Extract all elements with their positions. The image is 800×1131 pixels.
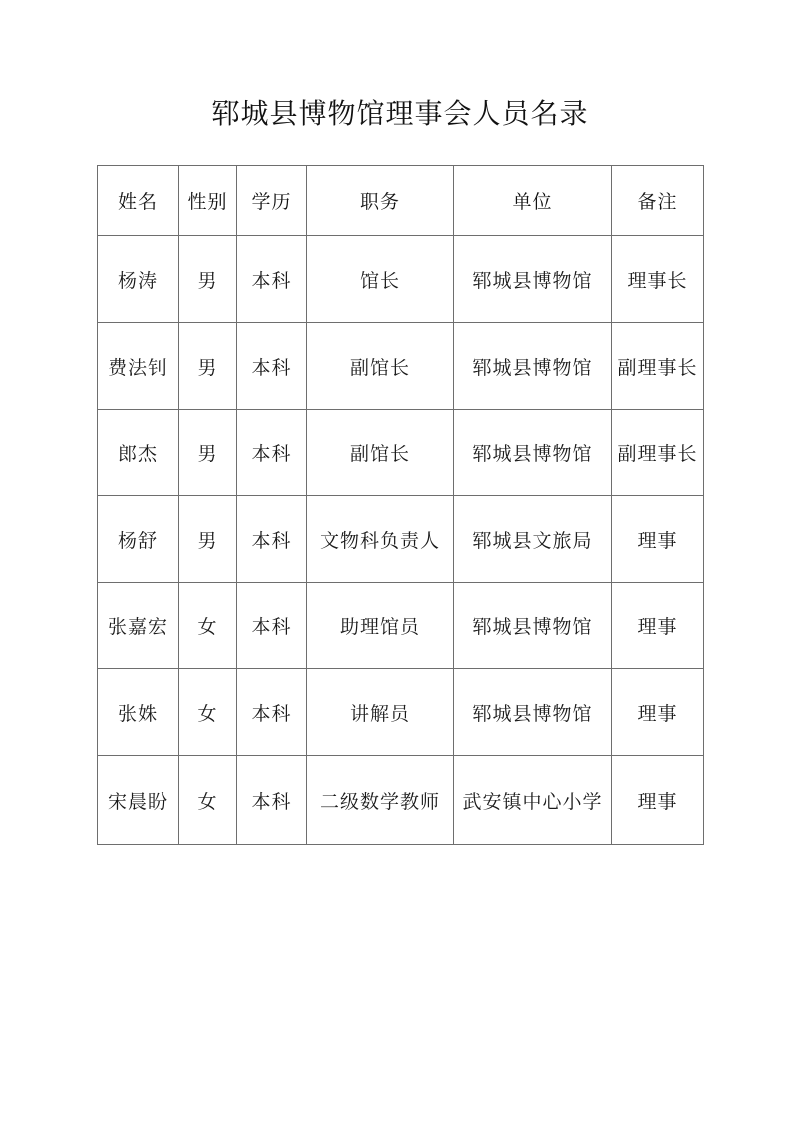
cell-name: 杨舒	[98, 496, 179, 583]
column-header-position: 职务	[307, 166, 454, 236]
cell-note: 理事	[612, 669, 704, 756]
cell-position: 副馆长	[307, 323, 454, 410]
cell-name: 郎杰	[98, 410, 179, 496]
cell-education: 本科	[237, 756, 307, 845]
cell-note: 理事	[612, 496, 704, 583]
page-title: 郓城县博物馆理事会人员名录	[211, 97, 589, 130]
cell-unit: 郓城县博物馆	[454, 323, 612, 410]
column-header-education: 学历	[237, 166, 307, 236]
cell-education: 本科	[237, 669, 307, 756]
cell-name: 费法钊	[98, 323, 179, 410]
cell-education: 本科	[237, 583, 307, 669]
cell-education: 本科	[237, 323, 307, 410]
cell-gender: 男	[179, 323, 237, 410]
cell-position: 讲解员	[307, 669, 454, 756]
cell-gender: 女	[179, 669, 237, 756]
cell-unit: 郓城县博物馆	[454, 583, 612, 669]
cell-gender: 女	[179, 756, 237, 845]
table-row	[98, 236, 704, 323]
column-header-name: 姓名	[98, 166, 179, 236]
cell-unit: 郓城县博物馆	[454, 236, 612, 323]
cell-position: 二级数学教师	[307, 756, 454, 845]
table-row	[98, 410, 704, 496]
cell-gender: 男	[179, 410, 237, 496]
cell-unit: 郓城县博物馆	[454, 669, 612, 756]
column-header-gender: 性别	[179, 166, 237, 236]
table-header-row	[98, 166, 704, 236]
cell-name: 宋晨盼	[98, 756, 179, 845]
cell-unit: 武安镇中心小学	[454, 756, 612, 845]
roster-table	[97, 165, 704, 845]
cell-note: 理事	[612, 756, 704, 845]
cell-position: 助理馆员	[307, 583, 454, 669]
cell-name: 杨涛	[98, 236, 179, 323]
table-row	[98, 496, 704, 583]
cell-unit: 郓城县文旅局	[454, 496, 612, 583]
cell-note: 副理事长	[612, 323, 704, 410]
cell-note: 理事	[612, 583, 704, 669]
table-row	[98, 756, 704, 845]
cell-education: 本科	[237, 236, 307, 323]
cell-education: 本科	[237, 496, 307, 583]
cell-gender: 女	[179, 583, 237, 669]
cell-education: 本科	[237, 410, 307, 496]
table-row	[98, 323, 704, 410]
cell-name: 张嘉宏	[98, 583, 179, 669]
cell-position: 馆长	[307, 236, 454, 323]
cell-unit: 郓城县博物馆	[454, 410, 612, 496]
cell-name: 张姝	[98, 669, 179, 756]
cell-position: 文物科负责人	[307, 496, 454, 583]
column-header-note: 备注	[612, 166, 704, 236]
table-row	[98, 583, 704, 669]
cell-position: 副馆长	[307, 410, 454, 496]
column-header-unit: 单位	[454, 166, 612, 236]
cell-note: 理事长	[612, 236, 704, 323]
cell-gender: 男	[179, 496, 237, 583]
cell-gender: 男	[179, 236, 237, 323]
table-row	[98, 669, 704, 756]
cell-note: 副理事长	[612, 410, 704, 496]
